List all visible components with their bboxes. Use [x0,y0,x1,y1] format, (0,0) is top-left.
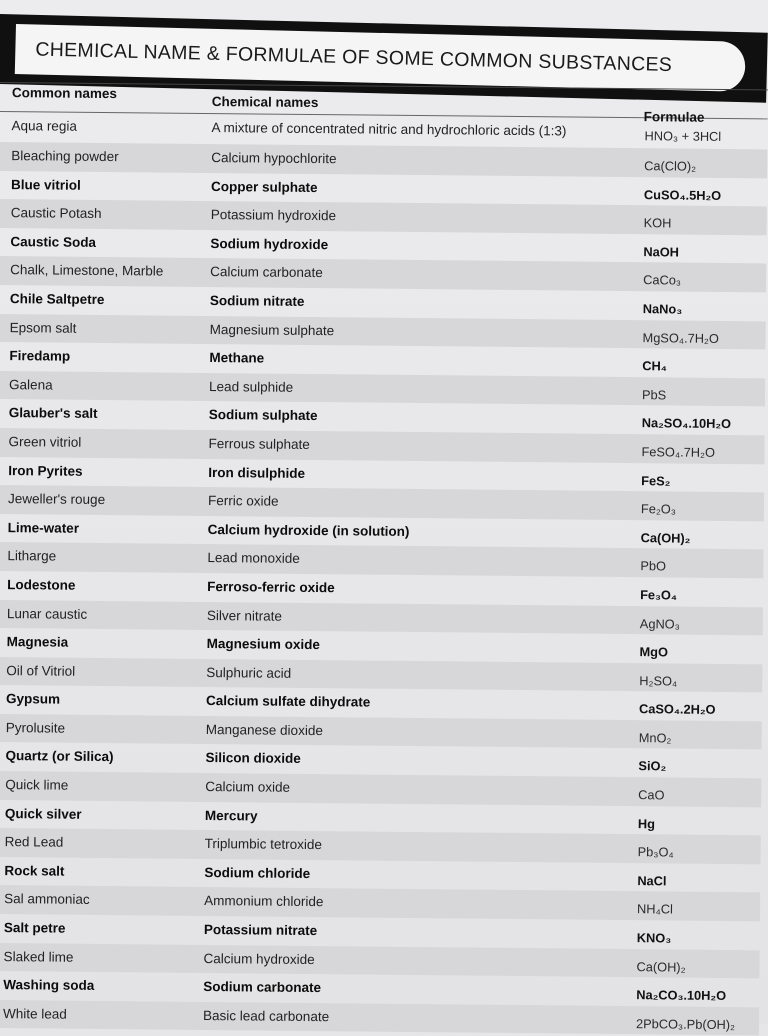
chemical-name-cell: Ferroso-ferric oxide [207,578,335,596]
formula-cell: Hg [637,815,656,831]
formula-cell: 2PbCO₃.Pb(OH)₂ [635,1015,736,1032]
formula-cell: MnO₂ [638,730,672,746]
chemical-name-cell: Lead monoxide [207,550,300,567]
chemical-name-cell: A mixture of concentrated nitric and hydrochloric acids (1:3) [211,120,567,139]
formula-cell: CuSO₄.5H₂O [643,186,722,203]
chemical-name-cell: Lead sulphide [209,378,294,395]
chemical-name-cell: Calcium hydroxide [203,950,315,967]
formula-cell: CaO [638,787,665,803]
chemical-name-cell: Calcium hydroxide (in solution) [207,521,410,539]
header-formulae: Formulae [643,109,705,125]
formula-cell: NH₄Cl [637,901,673,917]
common-name-cell: Galena [9,376,53,393]
formula-cell: NaCl [637,872,667,889]
table-body [0,112,768,1036]
common-name-cell: White lead [2,1005,67,1022]
formula-cell: Fe₂O₃ [640,501,677,517]
common-name-cell: Lime-water [7,519,80,536]
chemical-name-cell: Magnesium sulphate [209,321,335,338]
common-name-cell: Slaked lime [3,948,74,965]
chemical-name-cell: Calcium oxide [205,779,291,795]
common-name-cell: Caustic Soda [10,233,97,250]
chemical-name-cell: Calcium hypochlorite [211,150,337,167]
formula-cell: KNO₃ [636,930,672,946]
chemical-name-cell: Basic lead carbonate [202,1007,330,1025]
common-name-cell: Caustic Potash [10,205,102,222]
formula-cell: NaNo₃ [642,301,683,317]
header-chemical-names: Chemical names [211,94,319,111]
chemical-name-cell: Sodium hydroxide [210,235,329,252]
chemical-name-cell: Sodium nitrate [209,292,305,309]
formula-cell: KOH [643,215,672,231]
formula-cell: FeS₂ [641,472,671,488]
formula-cell: Na₂SO₄.10H₂O [641,415,732,432]
chemical-name-cell: Magnesium oxide [206,636,320,653]
common-name-cell: Firedamp [9,348,71,364]
common-name-cell: Jeweller's rouge [7,491,106,508]
page-title: CHEMICAL NAME & FORMULAE OF SOME COMMON SUBSTANCES [35,37,673,76]
chemical-name-cell: Sodium sulphate [208,407,318,424]
common-name-cell: Pyrolusite [5,719,66,736]
chemical-name-cell: Ammonium chloride [204,893,324,910]
formula-cell: H₂SO₄ [639,672,678,689]
chemical-name-cell: Silicon dioxide [205,750,301,767]
formula-cell: MgSO₄.7H₂O [642,329,719,346]
common-name-cell: Sal ammoniac [4,891,90,908]
common-name-cell: Blue vitriol [10,176,81,193]
chemical-name-cell: Potassium hydroxide [210,207,337,224]
chemical-name-cell: Calcium sulfate dihydrate [205,693,371,710]
formula-cell: FeSO₄.7H₂O [641,444,716,460]
header-common-names: Common names [11,85,117,102]
common-name-cell: Iron Pyrites [8,462,83,479]
chemical-name-cell: Ferric oxide [207,493,279,509]
chemical-name-cell: Potassium nitrate [203,922,318,939]
common-name-cell: Oil of Vitriol [6,662,76,679]
formula-cell: CaSO₄.2H₂O [638,701,716,718]
common-name-cell: Chile Saltpetre [9,291,105,307]
common-name-cell: Washing soda [3,977,95,994]
chemical-name-cell: Ferrous sulphate [208,435,310,452]
formula-cell: PbO [640,558,667,574]
chemical-name-cell: Methane [209,350,265,366]
common-name-cell: Quick lime [5,777,69,793]
common-name-cell: Red Lead [4,834,64,850]
formula-cell: Na₂CO₃.10H₂O [636,987,727,1004]
formula-cell: Pb₃O₄ [637,844,674,860]
formula-cell: NaOH [643,243,680,260]
substances-table [0,82,768,1036]
common-name-cell: Gypsum [6,691,61,707]
common-name-cell: Epsom salt [9,319,77,336]
common-name-cell: Rock salt [4,862,65,879]
formula-cell: CaCo₃ [643,272,682,288]
common-name-cell: Litharge [7,548,57,564]
chemical-name-cell: Sulphuric acid [206,664,292,681]
chemical-name-cell: Triplumbic tetroxide [204,836,323,853]
formula-cell: PbS [641,386,667,403]
formula-cell: Fe₃O₄ [640,587,678,603]
chemical-name-cell: Manganese dioxide [205,721,323,739]
common-name-cell: Quartz (or Silica) [5,748,114,765]
common-name-cell: Quick silver [4,805,82,822]
chemical-name-cell: Calcium carbonate [210,264,323,281]
common-name-cell: Aqua regia [11,118,77,134]
chemical-name-cell: Copper sulphate [210,178,318,195]
formula-cell: AgNO₃ [639,615,680,632]
common-name-cell: Lodestone [7,576,76,593]
chemical-name-cell: Silver nitrate [206,607,282,624]
chemical-name-cell: Sodium carbonate [203,979,322,996]
common-name-cell: Lunar caustic [6,605,88,622]
common-name-cell: Green vitriol [8,434,82,450]
formula-cell: Ca(OH)₂ [636,958,686,975]
common-name-cell: Bleaching powder [11,148,119,165]
formula-cell: SiO₂ [638,758,667,774]
formula-cell: Ca(OH)₂ [640,529,691,546]
chemical-name-cell: Iron disulphide [208,464,306,481]
chemical-name-cell: Sodium chloride [204,864,311,881]
table-row [0,1000,759,1036]
common-name-cell: Chalk, Limestone, Marble [10,262,164,279]
formula-cell: MgO [639,644,669,660]
common-name-cell: Magnesia [6,634,69,650]
chemical-name-cell: Mercury [204,807,258,824]
common-name-cell: Salt petre [3,920,66,936]
formula-cell: CH₄ [642,358,667,374]
formula-cell: Ca(ClO)₂ [644,158,697,174]
formula-cell: HNO₃ + 3HCl [644,128,722,144]
common-name-cell: Glauber's salt [8,405,98,422]
